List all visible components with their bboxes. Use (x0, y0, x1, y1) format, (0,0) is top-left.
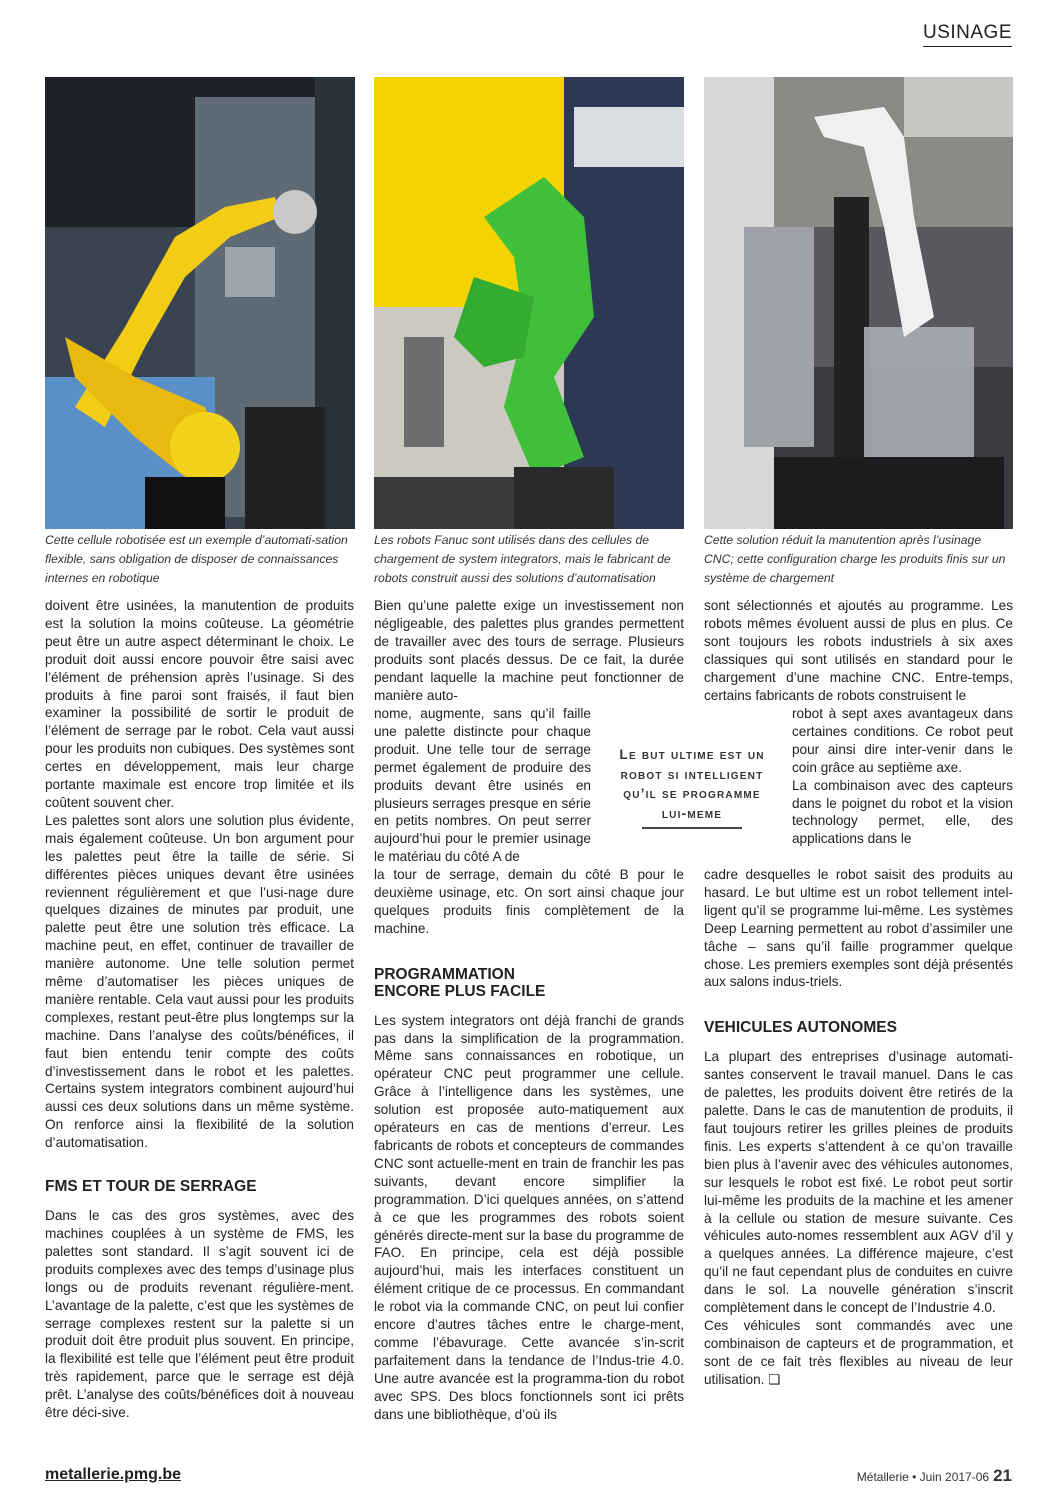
paragraph: robot à sept axes avantageux dans certaines conditions. Ce robot peut pour ainsi dire inter-venir dans le coin grâce au septième axe. (792, 706, 1013, 775)
footer-website-link[interactable]: metallerie.pmg.be (45, 1466, 182, 1483)
caption-2: Les robots Fanuc sont utilisés dans des cellules de chargement de system integrators, mais le fabricant de robots construit aussi des solutions d’automatisation (374, 533, 671, 585)
paragraph: Bien qu’une palette exige un investissement non négligeable, des palettes plus grandes permettent de travailler avec des tours de serrage. Plusieurs produits sont placés dessus. De ce fait, la durée pendant laquelle la machine peut fonctionner de manière auto- (374, 598, 684, 703)
paragraph: Dans le cas des gros systèmes, avec des machines couplées à un système de FMS, les palettes sont standard. Il s’agit souvent ici de produits complexes avec des temps d’usinage plus longs ou de produits revenant régulière-ment. L’avantage de la palette, c’est que les systèmes de serrage complexes restent sur la palette si un produit doit être produit plus souvent. En principe, la flexibilité est telle que l’élément peut être produit très rapidement, parce que le serrage est déjà prêt. L’analyse des coûts/bénéfices doit à nouveau être déci-sive. (45, 1208, 354, 1421)
column-3-wrap (792, 705, 1013, 848)
paragraph: nome, augmente, sans qu’il faille une palette distincte pour chaque produit. Une telle tour de serrage permet également de produire des produits devant être usinés en plusieurs serrages presque en série en petits nombres. On peut serrer aujourd’hui pour le premier usinage le matériau du côté A de (374, 706, 591, 865)
caption-3: Cette solution réduit la manutention après l’usinage CNC; cette configuration charge les produits finis sur un système de chargement (704, 533, 1006, 585)
paragraph: doivent être usinées, la manutention de produits est la solution la moins coûteuse. La géométrie peut être un autre aspect déterminant le choix. Le produit doit aussi encore pouvoir être saisi avec l’élément de préhension après l’usinage. Si des produits à fine paroi sont fraisés, il faut bien examiner la possibilité de sortir le produit de l’élément de serrage par le robot. Cela vaut aussi pour les produits non cubiques. Des systèmes sont certes en développement, mais leur charge portante maximale est encore trop limitée et ils coûtent souvent cher. (45, 598, 354, 810)
pull-quote (608, 745, 776, 829)
column-2-top (374, 597, 684, 704)
footer-issue (857, 1466, 1012, 1486)
page-number: 21 (993, 1466, 1012, 1485)
column-3-top (704, 597, 1013, 704)
pull-quote-text: Le but ultime est un robot si intelligent qu’il se programme lui-meme (619, 747, 765, 821)
green-robot-photo (374, 77, 684, 529)
heading-programmation: PROGRAMMATION (374, 965, 515, 983)
paragraph: La plupart des entreprises d’usinage automati-santes conservent le travail manuel. Dans le cas de palettes, les produits doivent être retirés de la palette. Dans le cas de manutention de produits, il faut toujours retirer les grilles pleines de produits finis. Les experts s’attendent à ce qu’on travaille bien plus à l’avenir avec des véhicules autonomes, sur lesquels le robot est fixé. Le robot peut sortir lui-même les produits de la machine et les amener à la cellule ou station de mesure suivante. Ces véhicules auto-nomes ressemblent aux AGV d’il y a quelques années. La différence majeure, c’est qu’il ne faut cependant plus de conduites en cuivre dans le sol. La nouvelle génération s’inscrit complètement dans le concept de l’Industrie 4.0. (704, 1049, 1013, 1316)
paragraph: cadre desquelles le robot saisit des produits au hasard. Le but ultime est un robot tellement intel-ligent qu’il se programme lui-même. Les systèmes Deep Learning permettent au robot d’assimiler une tâche – sans qu’il faille programmer quelque chose. Les premiers exemples sont déjà présentés aux salons indus-triels. (704, 867, 1013, 990)
caption-1: Cette cellule robotisée est un exemple d’automati-sation flexible, sans obligation de disposer de connaissances internes en robotique (45, 533, 348, 585)
yellow-robot-photo (45, 77, 355, 529)
heading-vehicules: VEHICULES AUTONOMES (704, 1019, 897, 1037)
footer-issue-text: Métallerie • Juin 2017-06 (856, 1470, 990, 1484)
paragraph: la tour de serrage, demain du côté B pour le deuxième usinage, etc. On sort ainsi chaque jour quelques produits finis complètement de la machine. (374, 867, 684, 936)
column-1 (45, 597, 354, 1422)
column-2-wrap (374, 705, 591, 866)
white-robot-photo (704, 77, 1013, 529)
column-2-bottom (374, 866, 684, 1423)
section-tag: USINAGE (922, 22, 1012, 43)
paragraph: Les system integrators ont déjà franchi de grands pas dans la simplification de la programmation. Même sans connaissances en robotique, un opérateur CNC peut programmer une cellule. Grâce à l’intelligence dans les systèmes, une solution est proposée auto-matiquement aux opérateurs en cas de mentions d’erreur. Les fabricants de robots et concepteurs de commandes CNC sont actuelle-ment en train de franchir les pas suivants, devant encore simplifier la programmation. D’ici quelques années, on s’attend à ce que les programmes des robots soient générés directe-ment sur la base du programme de FAO. En principe, cela est déjà possible aujourd’hui, mais les interfaces constituent un élément critique de ce processus. En commandant le robot via la commande CNC, on peut lui confier encore d’autres tâches entre le charge-ment, comme l’ébavurage. Cette avancée s’in-scrit parfaitement dans la tendance de l’Indus-trie 4.0. Une autre avancée est la programma-tion du robot avec SPS. Des blocs fonctionnels sont ici prêts dans une bibliothèque, d’où ils (374, 1012, 684, 1422)
paragraph: Les palettes sont alors une solution plus évidente, mais également coûteuse. Un bon argument pour les palettes peut être la taille de série. Si différentes pièces uniques devant être usinées reviennent régulièrement et que l’usi-nage dure quelques dizaines de minutes par produit, une palette peut être une solution très efficace. La machine peut, en effet, continuer de travailler de manière autonome. Une telle solution permet même d’automatiser les pièces uniques de manière rentable. Cela vaut aussi pour les produits complexes, restant peut-être plus longtemps sur la machine. Dans l’analyse des coûts/bénéfices, il faut bien entendu tenir compte des coûts d’investissement dans le robot et les palettes. Certains system integrators combinent aujourd’hui aussi ces deux solutions dans un même système. On renforce ainsi la flexibilité de la solution d’automatisation. (45, 812, 354, 1151)
heading-programmation-2: ENCORE PLUS FACILE (374, 982, 546, 1000)
heading-fms: FMS ET TOUR DE SERRAGE (45, 1178, 257, 1196)
paragraph: sont sélectionnés et ajoutés au programme. Les robots mêmes évoluent aussi de plus en plus. Ce sont toujours les robots industriels à six axes classiques qui sont utilisés en standard pour le chargement d’une machine CNC. Entre-temps, certains fabricants de robots construisent le (704, 598, 1013, 703)
paragraph: Ces véhicules sont commandés avec une combinaison de capteurs et de programmation, et sont de ce fait très flexibles au niveau de leur utilisation. ❑ (704, 1317, 1013, 1387)
pull-quote-rule (642, 827, 742, 829)
paragraph: La combinaison avec des capteurs dans le poignet du robot et la vision technology permet, elle, des applications dans le (792, 777, 1013, 847)
column-3-bottom (704, 866, 1013, 1389)
